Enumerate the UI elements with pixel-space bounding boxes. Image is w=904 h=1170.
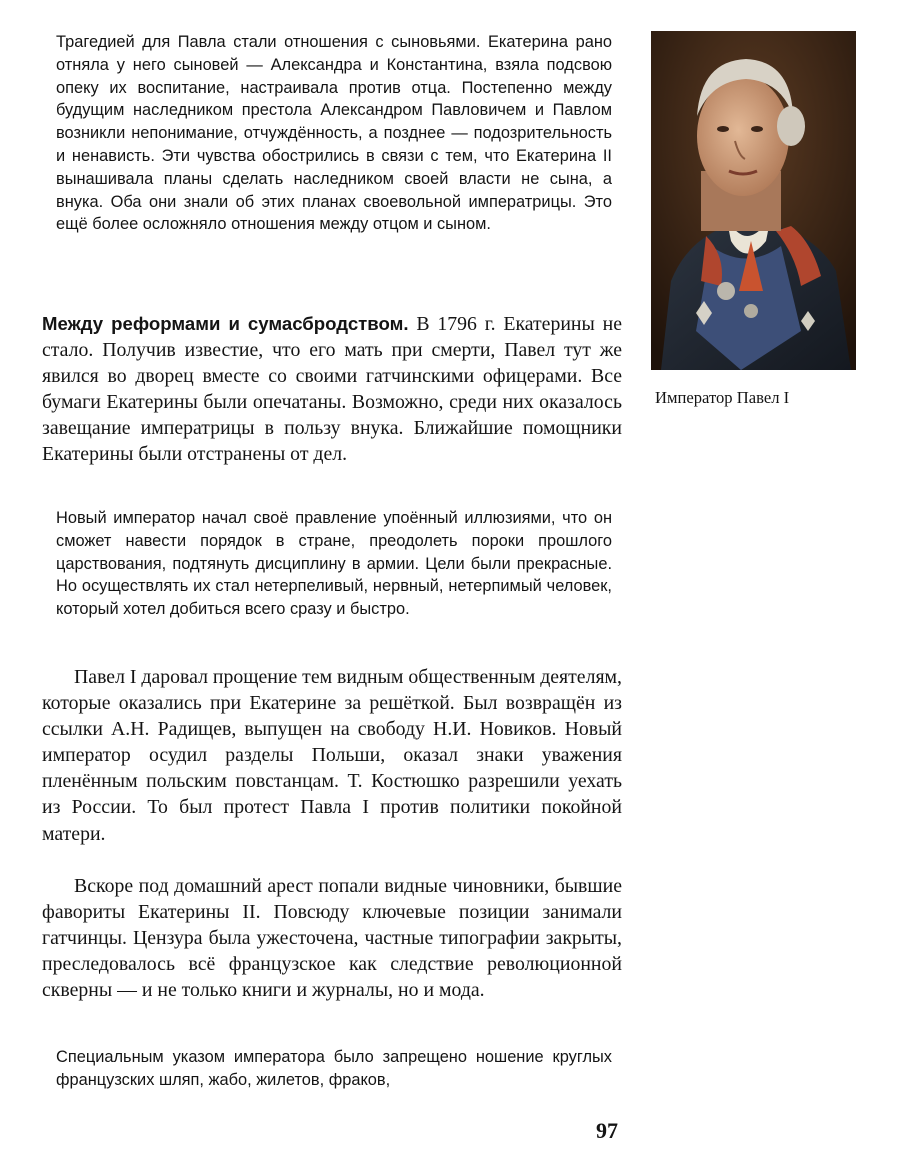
paragraph-decree: Специальным указом императора было запрещено ношение круглых французских шляп, жабо, жилетов, фраков, — [56, 1048, 612, 1089]
paragraph-reforms-body: В 1796 г. Екатерины не стало. Получив известие, что его мать при смерти, Павел тут же явился во дворец вместе со своими гатчинскими офицерами. Все бумаги Екатерины были опечатаны. Возможно, среди них оказалось завещание императрицы в пользу внука. Ближайшие помощники Екатерины были отстранены от дел. — [42, 313, 622, 466]
page-number: 97 — [596, 1118, 618, 1143]
paragraph-sons-relations: Трагедией для Павла стали отношения с сыновьями. Екатерина рано отняла у него сыновей — Александра и Константина, взяла подсвою опеку их воспитание, настраивала против отца. Постепенно между будущим наследником престола Александром Павловичем и Павлом возникли непонимание, отчуждённость, а позднее — подозрительность и ненависть. Эти чувства обострились в связи с тем, что Екатерина II вынашивала планы сделать наследником своей власти не сына, а внука. Оба они знали об этих планах своевольной императрицы. Это ещё более осложняло отношения между отцом и сыном. — [56, 33, 612, 234]
paragraph-new-emperor: Новый император начал своё правление упоённый иллюзиями, что он сможет навести порядок в стране, преодолеть пороки прошлого царствования, подтянуть дисциплину в армии. Цели были прекрасные. Но осуществлять их стал нетерпеливый, нервный, нетерпимый человек, который хотел добиться всего сразу и быстро. — [56, 509, 612, 619]
section-heading: Между реформами и сумасбродством. — [42, 313, 409, 334]
paragraph-pardon: Павел I даровал прощение тем видным общественным деятелям, которые оказались при Екатерине за решёткой. Был возвращён из ссылки А.Н. Радищев, выпущен на свободу Н.И. Новиков. Новый император осудил разделы Польши, оказал знаки уважения пленённым польским повстанцам. Т. Костюшко разрешили уехать из России. То был протест Павла I против политики покойной матери. — [42, 666, 623, 845]
portrait-image — [651, 31, 856, 370]
paragraph-arrests: Вскоре под домашний арест попали видные чиновники, бывшие фавориты Екатерины II. Повсюду ключевые позиции занимали гатчинцы. Цензура была ужесточена, частные типографии закрыты, преследовалось всё французское как следствие революционной скверны — и не только книги и журналы, но и мода. — [42, 875, 622, 1002]
portrait-caption: Император Павел I — [655, 388, 790, 407]
paragraph-reforms — [42, 311, 622, 468]
portrait-drawing — [651, 31, 856, 370]
